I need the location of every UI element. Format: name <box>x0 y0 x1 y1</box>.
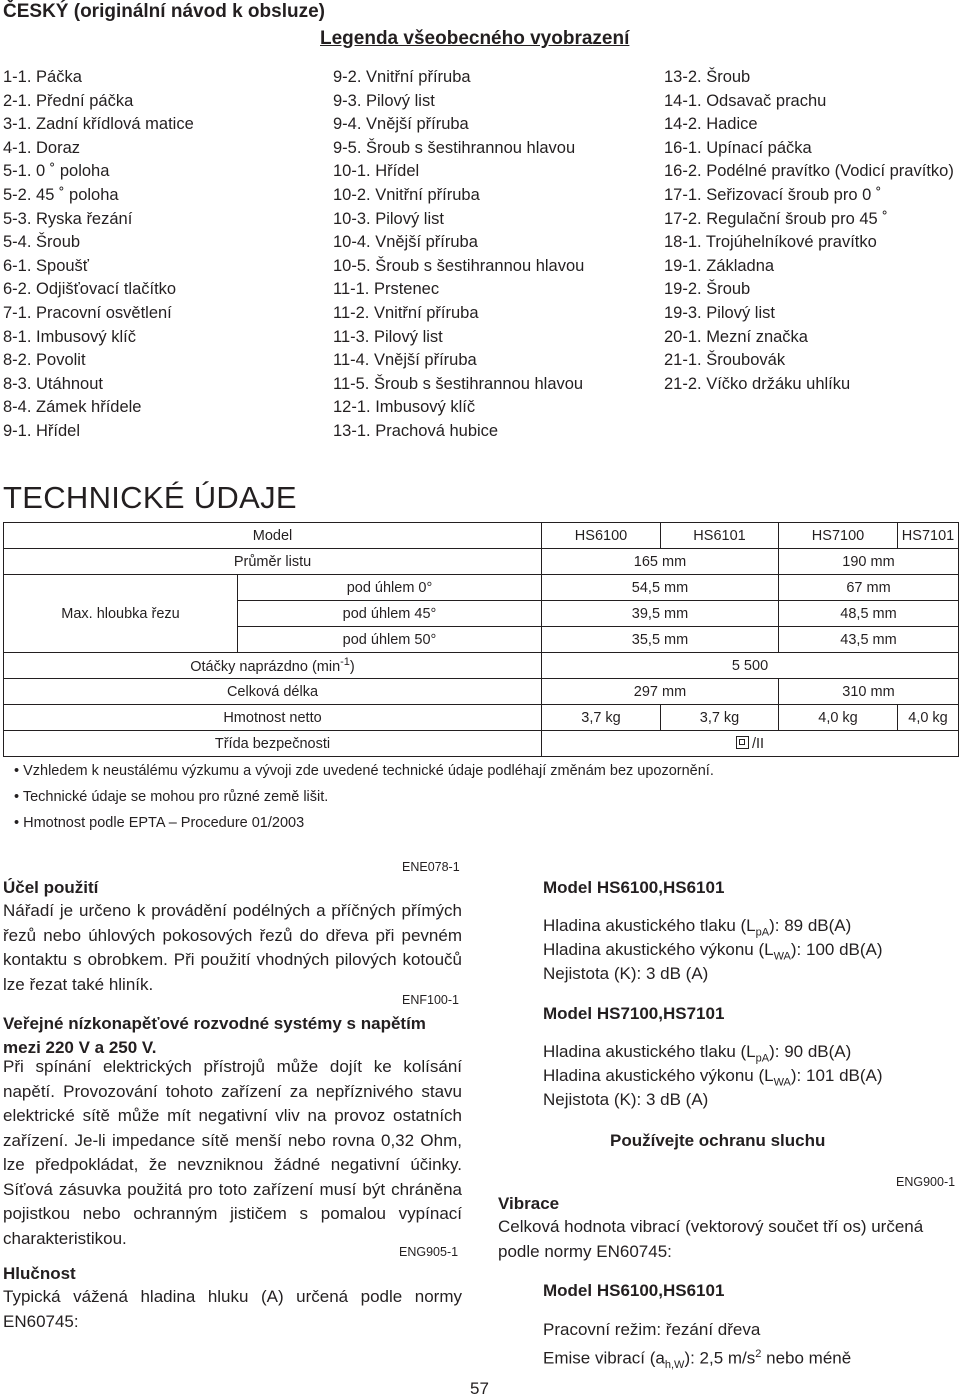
speed-label: Otáčky naprázdno $(\min^{-1})$ <box>4 653 542 679</box>
legend-item: 10-1. Hřídel <box>333 162 420 181</box>
sound-pressure-line: Hladina akustického tlaku $(L_{pA})$: 90 dB(A) <box>543 1042 852 1065</box>
legend-column-3 <box>664 66 954 396</box>
spec-notes <box>14 761 714 839</box>
section-paragraph: Celková hodnota vibrací (vektorový součet tří os) určená podle normy EN60745: <box>498 1217 924 1261</box>
legend-item: 9-4. Vnější příruba <box>333 115 469 134</box>
table-row <box>4 653 959 679</box>
section-paragraph: Typická vážená hladina hluku (A) určená podle normy EN60745: <box>3 1287 462 1331</box>
class-label: Třída bezpečnosti <box>4 731 542 757</box>
legend-item: 11-5. Šroub s šestihrannou hlavou <box>333 374 584 393</box>
note-item: • Technické údaje se mohou pro různé země lišit. <box>14 789 329 805</box>
model-cell: HS6101 <box>661 523 779 549</box>
section-paragraph: Při spínání elektrických přístrojů může dojít ke kolísání napětí. Provozování tohoto zařízení za nepříznivého stavu elektrické sítě může mít negativní vliv na provoz ostatních zařízení. Je-li impedance sítě menší nebo rovna 0,32 Ohm, lze předpokládat, že nevzniknou žádné negativní účinky. Síťová zásuvka použitá pro toto zařízení musí být chráněna pojistkou nebo ochranným jističem s pomalou vypínací charakteristikou. <box>3 1057 462 1248</box>
legend-item: 9-5. Šroub s šestihrannou hlavou <box>333 138 576 157</box>
page-header: ČESKÝ (originální návod k obsluze) <box>3 1 325 22</box>
legend-item: 9-3. Pilový list <box>333 91 435 110</box>
legend-item: 10-3. Pilový list <box>333 209 444 228</box>
model-heading: Model HS7100,HS7101 <box>543 1004 725 1023</box>
model-cell: HS7101 <box>898 523 959 549</box>
legend-item: 6-1. Spoušť <box>3 256 89 275</box>
page-number: 57 <box>470 1379 489 1398</box>
specs-title: TECHNICKÉ ÚDAJE <box>3 480 297 515</box>
note-item: • Hmotnost podle EPTA – Procedure 01/2003 <box>14 815 305 831</box>
weight-cell: 3,7 kg <box>542 705 661 731</box>
specs-table <box>3 522 959 757</box>
section-code: ENG905-1 <box>399 1245 459 1259</box>
legend-item: 6-2. Odjišťovací tlačítko <box>3 280 177 299</box>
legend-item: 3-1. Zadní křídlová matice <box>3 115 194 134</box>
depth-cell: 54,5 mm <box>542 575 779 601</box>
depth-cell: 48,5 mm <box>779 601 959 627</box>
weight-cell: 4,0 kg <box>779 705 898 731</box>
note-item: • Vzhledem k neustálému výzkumu a vývoji zde uvedené technické údaje podléhají změnám bez upozornění. <box>14 763 714 779</box>
legend-item: 17-1. Seřizovací šroub pro 0 ˚ <box>664 185 882 204</box>
weight-label: Hmotnost netto <box>4 705 542 731</box>
legend-item: 21-1. Šroubovák <box>664 351 786 370</box>
model-cell: HS7100 <box>779 523 898 549</box>
vibration-emission-line: Emise vibrací $(a_{h,W})$: 2,5 $m/s^2$ nebo méně <box>543 1348 852 1372</box>
legend-column-1 <box>3 66 194 444</box>
sound-power-line: Hladina akustického výkonu $(L_{WA})$: 101 dB(A) <box>543 1066 883 1089</box>
legend-item: 7-1. Pracovní osvětlení <box>3 303 172 322</box>
legend-item: 21-2. Víčko držáku uhlíku <box>664 374 851 393</box>
legend-item: 19-2. Šroub <box>664 280 751 299</box>
legend-item: 16-2. Podélné pravítko (Vodicí pravítko) <box>664 162 954 181</box>
legend-item: 12-1. Imbusový klíč <box>333 398 476 417</box>
depth-row-label: pod úhlem 0° <box>238 575 542 601</box>
model-heading: Model HS6100,HS6101 <box>543 1281 725 1300</box>
table-row <box>4 731 959 757</box>
legend-item: 5-1. 0 ˚ poloha <box>3 162 110 181</box>
legend-item: 9-1. Hřídel <box>3 421 81 440</box>
weight-cell: 3,7 kg <box>661 705 779 731</box>
sound-power-line: Hladina akustického výkonu $(L_{WA})$: 100 dB(A) <box>543 940 883 963</box>
weight-cell: 4,0 kg <box>898 705 959 731</box>
legend-item: 11-1. Prstenec <box>333 280 440 299</box>
legend-item: 16-1. Upínací páčka <box>664 138 812 157</box>
legend-item: 19-3. Pilový list <box>664 303 775 322</box>
section-heading-purpose: Účel použití <box>3 878 99 897</box>
legend-item: 13-1. Prachová hubice <box>333 421 499 440</box>
legend-item: 5-3. Ryska řezání <box>3 209 133 228</box>
legend-item: 13-2. Šroub <box>664 68 751 86</box>
length-cell: 297 mm <box>542 679 779 705</box>
legend-item: 10-5. Šroub s šestihrannou hlavou <box>333 256 585 275</box>
legend-item: 8-1. Imbusový klíč <box>3 327 136 346</box>
speed-cell: 5 500 <box>542 653 959 679</box>
section-code: ENE078-1 <box>402 860 460 874</box>
work-mode-line: Pracovní režim: řezání dřeva <box>543 1320 761 1339</box>
legend-item: 9-2. Vnitřní příruba <box>333 68 471 86</box>
legend-title: Legenda všeobecného vyobrazení <box>320 28 630 49</box>
double-insulation-icon <box>736 736 749 749</box>
depth-cell: 67 mm <box>779 575 959 601</box>
depth-cell: 39,5 mm <box>542 601 779 627</box>
legend-item: 20-1. Mezní značka <box>664 327 808 346</box>
length-cell: 310 mm <box>779 679 959 705</box>
blade-cell: 190 mm <box>779 549 959 575</box>
section-heading-noise: Hlučnost <box>3 1264 76 1283</box>
depth-cell: 43,5 mm <box>779 627 959 653</box>
depth-cell: 35,5 mm <box>542 627 779 653</box>
blade-label: Průměr listu <box>4 549 542 575</box>
legend-item: 11-2. Vnitřní příruba <box>333 303 479 322</box>
legend-item: 5-4. Šroub <box>3 233 81 252</box>
section-code: ENG900-1 <box>896 1175 956 1189</box>
section-heading-network: Veřejné nízkonapěťové rozvodné systémy s napětím mezi 220 V a 250 V. <box>3 1014 426 1057</box>
class-cell: /II <box>542 731 959 757</box>
blade-cell: 165 mm <box>542 549 779 575</box>
table-row <box>4 705 959 731</box>
legend-item: 18-1. Trojúhelníkové pravítko <box>664 233 877 252</box>
depth-row-label: pod úhlem 45° <box>238 601 542 627</box>
legend-item: 17-2. Regulační šroub pro 45 ˚ <box>664 209 888 228</box>
max-depth-label: Max. hloubka řezu <box>4 575 238 653</box>
legend-column-2 <box>333 66 584 444</box>
legend-item: 2-1. Přední páčka <box>3 91 134 110</box>
model-cell: HS6100 <box>542 523 661 549</box>
length-label: Celková délka <box>4 679 542 705</box>
legend-item: 11-3. Pilový list <box>333 327 443 346</box>
legend-item: 8-4. Zámek hřídele <box>3 398 142 417</box>
legend-item: 5-2. 45 ˚ poloha <box>3 185 119 204</box>
legend-item: 11-4. Vnější příruba <box>333 351 477 370</box>
legend-item: 10-4. Vnější příruba <box>333 233 478 252</box>
hearing-protection-note: Používejte ochranu sluchu <box>610 1131 826 1150</box>
sound-pressure-line: Hladina akustického tlaku $(L_{pA})$: 89 dB(A) <box>543 916 852 939</box>
legend-item: 8-3. Utáhnout <box>3 374 103 393</box>
uncertainty-line: Nejistota (K): 3 dB (A) <box>543 1090 709 1109</box>
legend-item: 14-1. Odsavač prachu <box>664 91 827 110</box>
depth-row-label: pod úhlem 50° <box>238 627 542 653</box>
table-row <box>4 523 959 549</box>
legend-item: 8-2. Povolit <box>3 351 86 370</box>
table-row <box>4 679 959 705</box>
section-code: ENF100-1 <box>402 993 459 1007</box>
legend-item: 19-1. Základna <box>664 256 775 275</box>
section-heading-vibration: Vibrace <box>498 1194 560 1213</box>
section-paragraph: Nářadí je určeno k provádění podélných a příčných přímých řezů nebo úhlových pokosových řezů do dřeva při pevném kontaktu s obrobkem. Při použití vhodných pilových kotoučů lze řezat také hliník. <box>3 901 462 994</box>
legend-item: 10-2. Vnitřní příruba <box>333 185 480 204</box>
table-row <box>4 575 959 601</box>
legend-item: 1-1. Páčka <box>3 68 82 86</box>
model-label: Model <box>4 523 542 549</box>
legend-item: 4-1. Doraz <box>3 138 81 157</box>
uncertainty-line: Nejistota (K): 3 dB (A) <box>543 964 709 983</box>
model-heading: Model HS6100,HS6101 <box>543 878 725 897</box>
legend-item: 14-2. Hadice <box>664 115 758 134</box>
table-row <box>4 549 959 575</box>
